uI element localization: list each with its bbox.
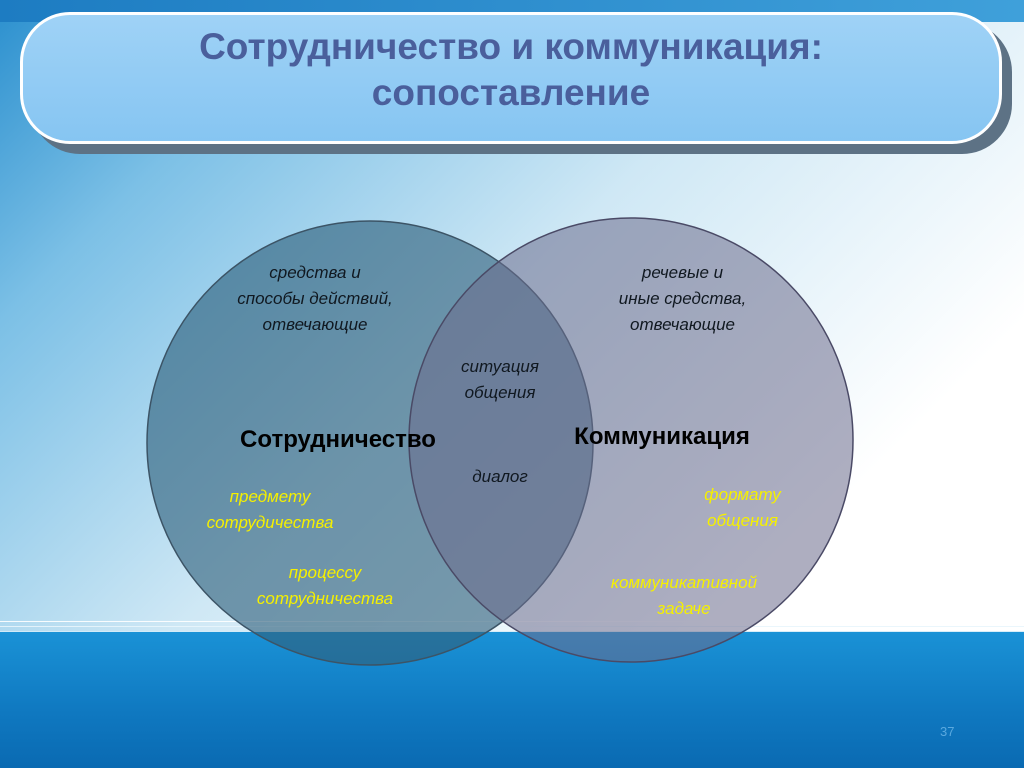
- page-number: 37: [940, 724, 955, 739]
- left-item-subject-line-1: предмету: [229, 487, 311, 506]
- title-line-2: сопоставление: [371, 72, 651, 113]
- left-item-subject-line-2: сотрудичества: [206, 513, 334, 532]
- left-heading: Сотрудничество: [240, 426, 436, 453]
- right-item-format: [650, 482, 835, 534]
- right-item-format-line-1: формату: [704, 485, 781, 504]
- left-means-line-3: отвечающие: [262, 315, 368, 334]
- right-item-task-line-2: задаче: [657, 599, 711, 618]
- left-item-process: [220, 560, 430, 612]
- right-means-line-2: иные средства,: [618, 289, 747, 308]
- overlap-situation-line-1: ситуация: [461, 357, 539, 376]
- overlap-situation: [430, 354, 570, 406]
- right-heading: Коммуникация: [574, 423, 750, 450]
- right-item-task: [578, 570, 790, 622]
- right-item-format-line-2: общения: [707, 511, 778, 530]
- left-item-subject: [170, 484, 370, 536]
- overlap-situation-line-2: общения: [464, 383, 536, 402]
- title-line-1: Сотрудничество и коммуникация:: [199, 26, 823, 67]
- right-means-line-3: отвечающие: [629, 315, 736, 334]
- left-item-process-line-2: сотрудничества: [256, 589, 394, 608]
- right-means-line-1: речевые и: [641, 263, 724, 282]
- left-means-line-1: средства и: [269, 263, 361, 282]
- left-means: [200, 260, 430, 338]
- left-means-line-2: способы действий,: [237, 289, 393, 308]
- left-item-process-line-1: процессу: [288, 563, 362, 582]
- right-means: [570, 260, 795, 338]
- overlap-dialog: диалог: [472, 467, 528, 486]
- right-item-task-line-1: коммуникативной: [610, 573, 758, 592]
